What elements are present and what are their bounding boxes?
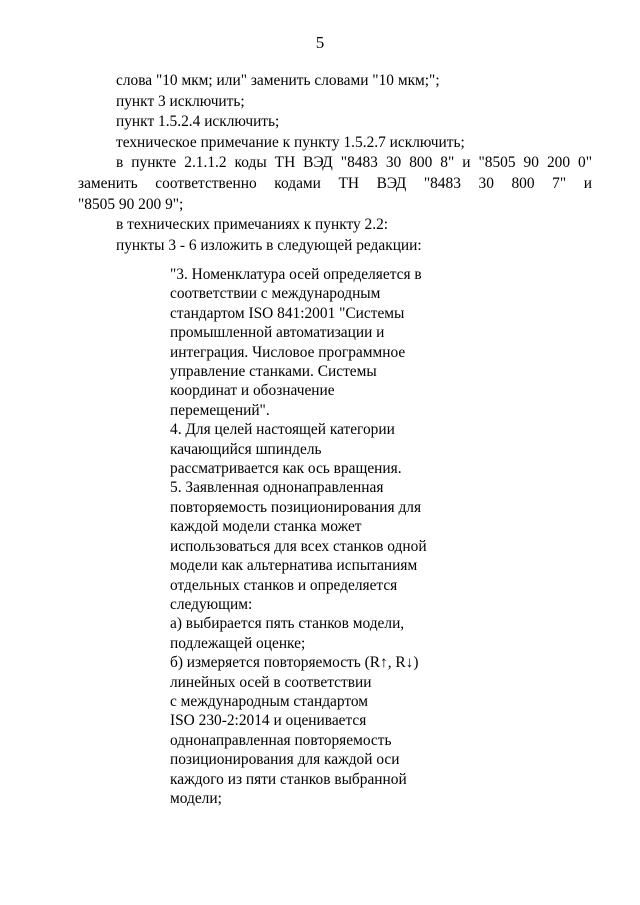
quote-line: модели как альтернатива испытаниям <box>170 557 418 575</box>
quote-line: ISO 230-2:2014 и оценивается <box>170 712 367 730</box>
quote-line: каждой модели станка может <box>170 518 362 536</box>
quote-line: а) выбирается пять станков модели, <box>170 615 405 633</box>
quote-line: соответствии с международным <box>170 285 381 303</box>
paragraph-codes-line-2: заменить соответственно кодами ТН ВЭД "8483 30 800 7" и <box>78 174 592 192</box>
paragraph-codes-line-3: "8505 90 200 9"; <box>78 195 184 213</box>
quote-line: координат и обозначение <box>170 382 335 400</box>
quote-line: б) измеряется повторяемость (R↑, R↓) <box>170 654 419 672</box>
paragraph-technical-notes-22: в технических примечаниях к пункту 2.2: <box>116 216 389 234</box>
quote-line: отдельных станков и определяется <box>170 576 398 594</box>
quote-line: стандартом ISO 841:2001 "Системы <box>170 304 405 322</box>
paragraph-item-1524-excluded: пункт 1.5.2.4 исключить; <box>116 113 280 131</box>
paragraph-replace-words: слова "10 мкм; или" заменить словами "10 мкм;"; <box>116 72 440 89</box>
page-number: 5 <box>315 33 325 52</box>
quote-line: позиционирования для каждой оси <box>170 751 400 769</box>
quote-line: управление станками. Системы <box>170 363 377 381</box>
quote-line: промышленной автоматизации и <box>170 324 385 342</box>
quote-line: подлежащей оценке; <box>170 634 306 652</box>
quote-line: использоваться для всех станков одной <box>170 537 427 555</box>
quote-line: качающийся шпиндель <box>170 440 322 458</box>
quote-line: однонаправленная повторяемость <box>170 731 392 749</box>
quote-line: с международным стандартом <box>170 692 369 710</box>
quote-line: перемещений". <box>170 401 270 419</box>
quote-line: 4. Для целей настоящей категории <box>170 421 395 439</box>
paragraph-codes-line-1: в пункте 2.1.1.2 коды ТН ВЭД "8483 30 800 8" и "8505 90 200 0" <box>116 154 592 172</box>
paragraph-item-3-excluded: пункт 3 исключить; <box>116 92 245 110</box>
quote-line: интеграция. Числовое программное <box>170 343 406 361</box>
quoted-new-wording <box>170 265 460 808</box>
quote-line: следующим: <box>170 595 253 613</box>
quote-line: 5. Заявленная однонаправленная <box>170 479 384 497</box>
quote-line: повторяемость позиционирования для <box>170 498 422 516</box>
quote-line: рассматривается как ось вращения. <box>170 460 402 478</box>
quote-line: "3. Номенклатура осей определяется в <box>170 266 422 283</box>
quote-line: модели; <box>170 789 222 807</box>
quote-line: каждого из пяти станков выбранной <box>170 770 407 788</box>
paragraph-points-3-6: пункты 3 - 6 изложить в следующей редакции: <box>116 236 422 254</box>
paragraph-technical-note-excluded: техническое примечание к пункту 1.5.2.7 исключить; <box>116 133 465 151</box>
quote-line: линейных осей в соответствии <box>170 673 372 691</box>
document-body <box>78 71 592 256</box>
